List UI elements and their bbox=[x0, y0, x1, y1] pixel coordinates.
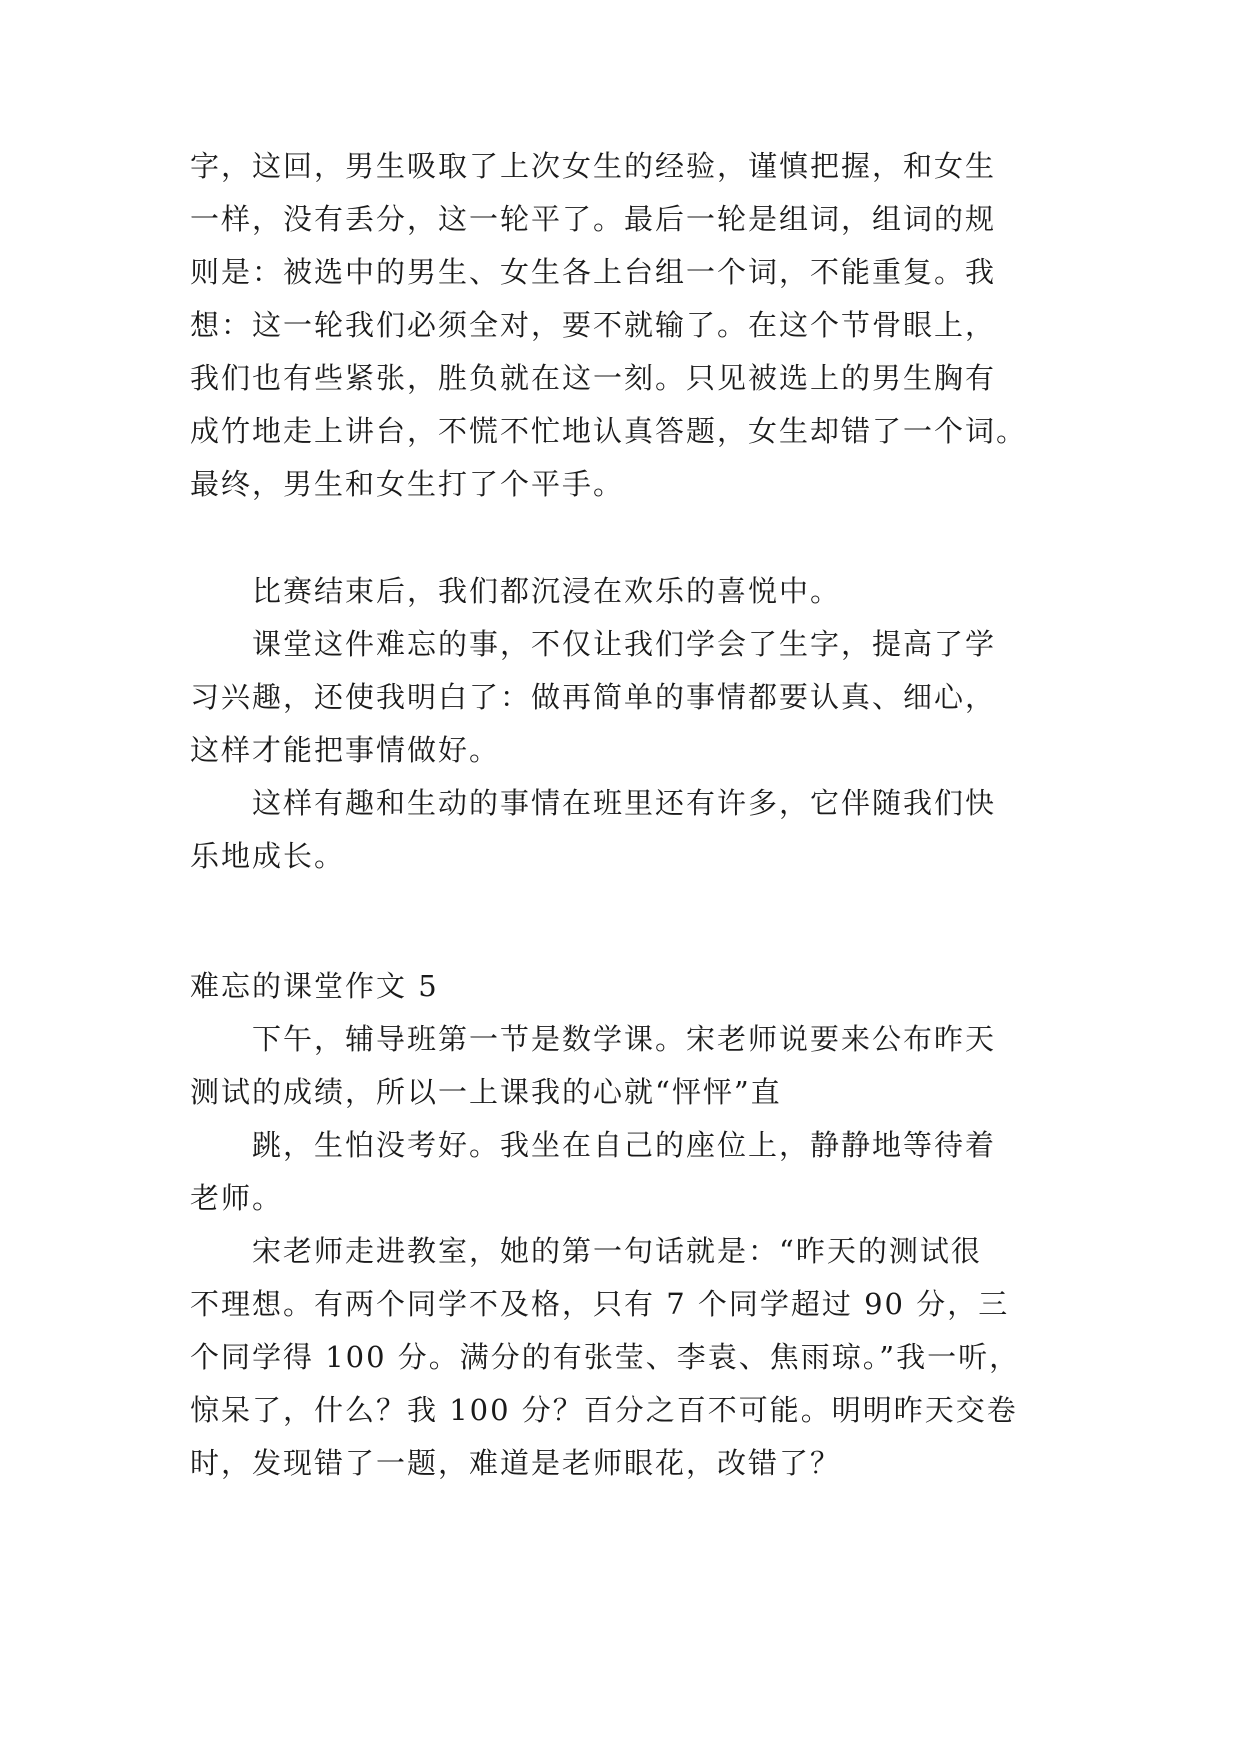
paragraph-line: 不理想。有两个同学不及格，只有 7 个同学超过 90 分，三 bbox=[190, 1287, 1010, 1321]
paragraph-line: 乐地成长。 bbox=[190, 839, 346, 873]
paragraph-line: 则是：被选中的男生、女生各上台组一个词，不能重复。我 bbox=[190, 255, 997, 289]
paragraph-line: 我们也有些紧张，胜负就在这一刻。只见被选上的男生胸有 bbox=[190, 361, 997, 395]
paragraph-line: 这样才能把事情做好。 bbox=[190, 733, 501, 767]
paragraph-line: 老师。 bbox=[190, 1181, 284, 1215]
paragraph-line: 比赛结束后，我们都沉浸在欢乐的喜悦中。 bbox=[252, 574, 842, 608]
paragraph-line: 这样有趣和生动的事情在班里还有许多，它伴随我们快 bbox=[252, 786, 997, 820]
paragraph-line: 宋老师走进教室，她的第一句话就是：“昨天的测试很 bbox=[252, 1234, 982, 1268]
paragraph-line: 一样，没有丢分，这一轮平了。最后一轮是组词，组词的规 bbox=[190, 202, 997, 236]
paragraph-line: 惊呆了，什么？我 100 分？百分之百不可能。明明昨天交卷 bbox=[190, 1393, 1018, 1427]
paragraph-line: 下午，辅导班第一节是数学课。宋老师说要来公布昨天 bbox=[252, 1022, 997, 1056]
paragraph-line: 跳，生怕没考好。我坐在自己的座位上，静静地等待着 bbox=[252, 1128, 997, 1162]
paragraph-line: 时，发现错了一题，难道是老师眼花，改错了？ bbox=[190, 1446, 842, 1480]
essay-title: 难忘的课堂作文 5 bbox=[190, 969, 439, 1003]
paragraph-line: 测试的成绩，所以一上课我的心就“怦怦”直 bbox=[190, 1075, 782, 1109]
paragraph-line: 想：这一轮我们必须全对，要不就输了。在这个节骨眼上， bbox=[190, 308, 997, 342]
paragraph-line: 最终，男生和女生打了个平手。 bbox=[190, 467, 625, 501]
paragraph-line: 课堂这件难忘的事，不仅让我们学会了生字，提高了学 bbox=[252, 627, 997, 661]
paragraph-line: 字，这回，男生吸取了上次女生的经验，谨慎把握，和女生 bbox=[190, 149, 997, 183]
paragraph-line: 成竹地走上讲台，不慌不忙地认真答题，女生却错了一个词。 bbox=[190, 414, 1028, 448]
paragraph-line: 习兴趣，还使我明白了：做再简单的事情都要认真、细心， bbox=[190, 680, 997, 714]
paragraph-line: 个同学得 100 分。满分的有张莹、李袁、焦雨琼。”我一听， bbox=[190, 1340, 1021, 1374]
